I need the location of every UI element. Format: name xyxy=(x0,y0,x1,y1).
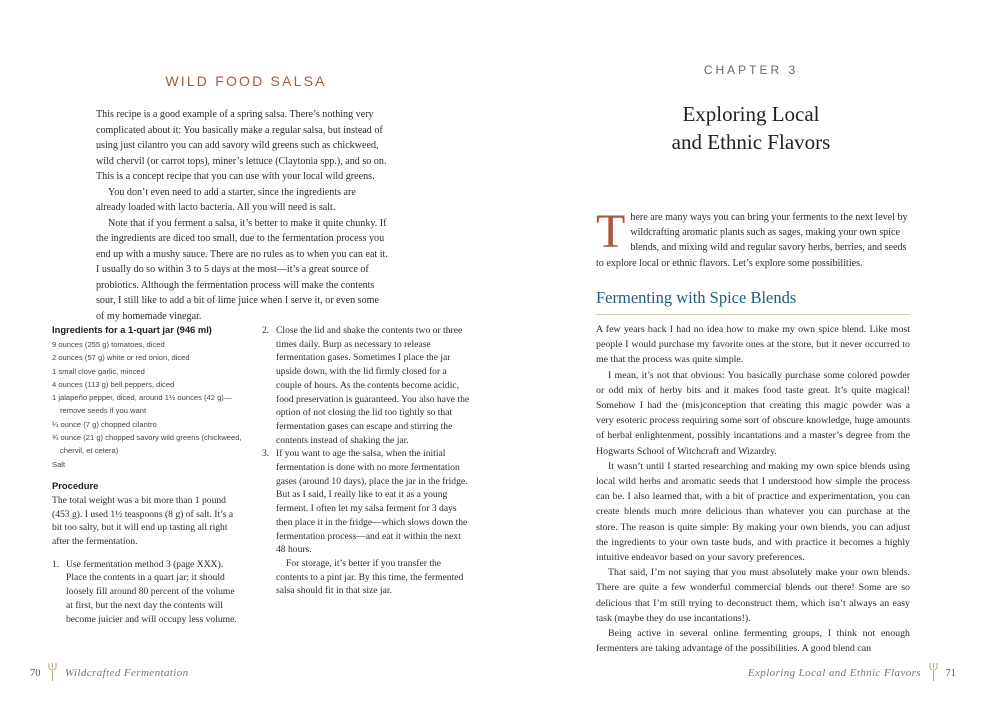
drop-cap: T xyxy=(596,205,626,258)
recipe-left-column xyxy=(52,324,242,626)
body-paragraph: It wasn’t until I started researching and making my own spice blends using local wild herbs and aromatic seeds that I understood how simple the process can be. I also learned that, with a bit of practice and experimentation, you can create blends much more delicious than whatever you can purchase at the store. The reason is quite simple: By making your own blends, you can adjust the ingredients to your own taste buds, and with practice it becomes a highly intuitive endeavor based on your savory preferences. xyxy=(596,460,910,564)
ingredient-item: Salt xyxy=(52,459,66,469)
procedure-step xyxy=(262,324,472,447)
chapter-intro xyxy=(596,205,910,271)
step-text: Use fermentation method 3 (page XXX). Place the contents in a quart jar; it should loosely fill around 80 percent of the volume at first, but the next day the contents will become juicier and will occupy less volume. xyxy=(66,558,237,625)
chapter-title-line: and Ethnic Flavors xyxy=(671,130,831,154)
procedure-text: The total weight was a bit more than 1 pound (453 g). I used 1½ teaspoons (8 g) of salt. It’s a bit too salty, but it will end up tasting all right after the fermentation. xyxy=(52,494,234,548)
ingredient-item: ¼ ounce (7 g) chopped cilantro xyxy=(52,419,157,429)
storage-note: For storage, it’s better if you transfer the contents to a pint jar. By this time, the fermented salsa should fit in that size jar. xyxy=(276,557,464,597)
left-footer xyxy=(30,663,189,681)
recipe-right-column xyxy=(262,324,472,598)
ingredients-list xyxy=(52,338,242,471)
body-paragraph: Being active in several online fermenting groups, I think not enough fermenters are taking advantage of the possibilities. A good blend can xyxy=(596,628,910,655)
ingredients-heading: Ingredients for a 1-quart jar (946 ml) xyxy=(52,324,212,335)
intro-paragraph: Note that if you ferment a salsa, it’s better to make it quite chunky. If the ingredients are diced too small, due to the fermentation process you end up with a mushy sauce. There are no rules as to when you can eat it. I usually do so within 3 to 5 days at the most—it’s a great source of probiotics. Although the fermentation process will make the contents sour, I still like to add a bit of lime juice when I serve it, or even some of my homemade vinegar. xyxy=(96,217,388,322)
section-body xyxy=(596,322,910,656)
body-paragraph: That said, I’m not saying that you must absolutely make your own blends. There are quite a few wonderful commercial blends out there! Some are so delicious that I’m still trying to deconstruct them, which isn’t always an easy task (maybe they do use incantations!). xyxy=(596,567,910,624)
procedure-step xyxy=(262,447,472,557)
step-number: 2. xyxy=(262,325,270,336)
ingredient-item: 4 ounces (113 g) bell peppers, diced xyxy=(52,379,175,389)
running-head: Exploring Local and Ethnic Flavors xyxy=(747,667,921,679)
right-footer xyxy=(748,663,956,681)
chapter-title xyxy=(596,100,906,156)
fork-icon xyxy=(48,663,57,681)
procedure-step xyxy=(52,558,242,627)
body-paragraph: I mean, it’s not that obvious: You basically purchase some colored powder or odd mix of herby bits and it makes food taste great. It’s quite magical! Somehow I had the (mis)conception that creating this magic powder was a very esoteric process requiring some sort of obscure knowledge, huge amounts of herbal enlightenment, possibly incantations and a master’s degree from the Hogwarts School of Witchcraft and Wizardry. xyxy=(596,369,910,457)
ingredient-item: ¾ ounce (21 g) chopped savory wild greens (chickweed, chervil, et cetera) xyxy=(52,433,242,456)
procedure-heading: Procedure xyxy=(52,479,99,491)
chapter-title-line: Exploring Local xyxy=(682,102,820,126)
intro-paragraph: You don’t even need to add a starter, since the ingredients are already loaded with lacto bacteria. All you will need is salt. xyxy=(96,186,356,213)
book-title: Wildcrafted Fermentation xyxy=(65,667,189,679)
recipe-title: WILD FOOD SALSA xyxy=(165,73,327,89)
step-text: If you want to age the salsa, when the initial fermentation is done with no more fermentation gases (around 10 days), place the jar in the fridge. But as I said, I really like to eat it as a young ferment. I often let my salsa ferment for 3 days then place it in the fridge—which slows down the fermentation process—and eat it within the next 48 hours. xyxy=(276,448,468,556)
ingredient-item: 1 small clove garlic, minced xyxy=(52,366,145,376)
step-number: 3. xyxy=(262,448,270,460)
fork-icon xyxy=(929,663,938,681)
intro-paragraph: This recipe is a good example of a spring salsa. There’s nothing very complicated about it: You basically make a regular salsa, but instead of using just cilantro you can add savory wild greens such as chickweed, wild chervil (or carrot tops), miner’s lettuce (Claytonia spp.), and so on. This is a concept recipe that you can use with your local wild greens. xyxy=(96,109,387,182)
procedure-steps xyxy=(52,558,242,627)
page-number: 71 xyxy=(945,668,956,679)
right-page xyxy=(500,0,1000,714)
page-number: 70 xyxy=(30,668,41,679)
recipe-intro xyxy=(96,107,388,324)
step-text: Close the lid and shake the contents two or three times daily. Burp as necessary to release fermentation gases. Sometimes I place the jar upside down, with the lid firmly closed for a couple of hours. As the contents become acidic, food preservation is guaranteed. You also have the option of not closing the lid too tightly so that fermentation gases can escape and stirring the contents instead of shaking the jar. xyxy=(276,325,470,446)
chapter-label: CHAPTER 3 xyxy=(703,63,799,77)
intro-text: here are many ways you can bring your ferments to the next level by wildcrafting aromatic plants such as sages, making your own spice blends, and mixing wild and regular savory herbs, berries, and seeds to explore local or ethnic flavors. Let’s explore some possibilities. xyxy=(596,212,908,269)
ingredient-item: 1 jalapeño pepper, diced, around 1½ ounces (42 g)—remove seeds if you want xyxy=(52,393,232,416)
body-paragraph: A few years back I had no idea how to make my own spice blend. Like most people I would purchase my favorite ones at the store, but it never occurred to me that the process was quite simple. xyxy=(596,324,910,366)
section-heading: Fermenting with Spice Blends xyxy=(596,288,910,315)
step-number: 1. xyxy=(52,558,60,570)
ingredient-item: 9 ounces (255 g) tomatoes, diced xyxy=(52,340,165,349)
ingredient-item: 2 ounces (57 g) white or red onion, diced xyxy=(52,353,190,363)
